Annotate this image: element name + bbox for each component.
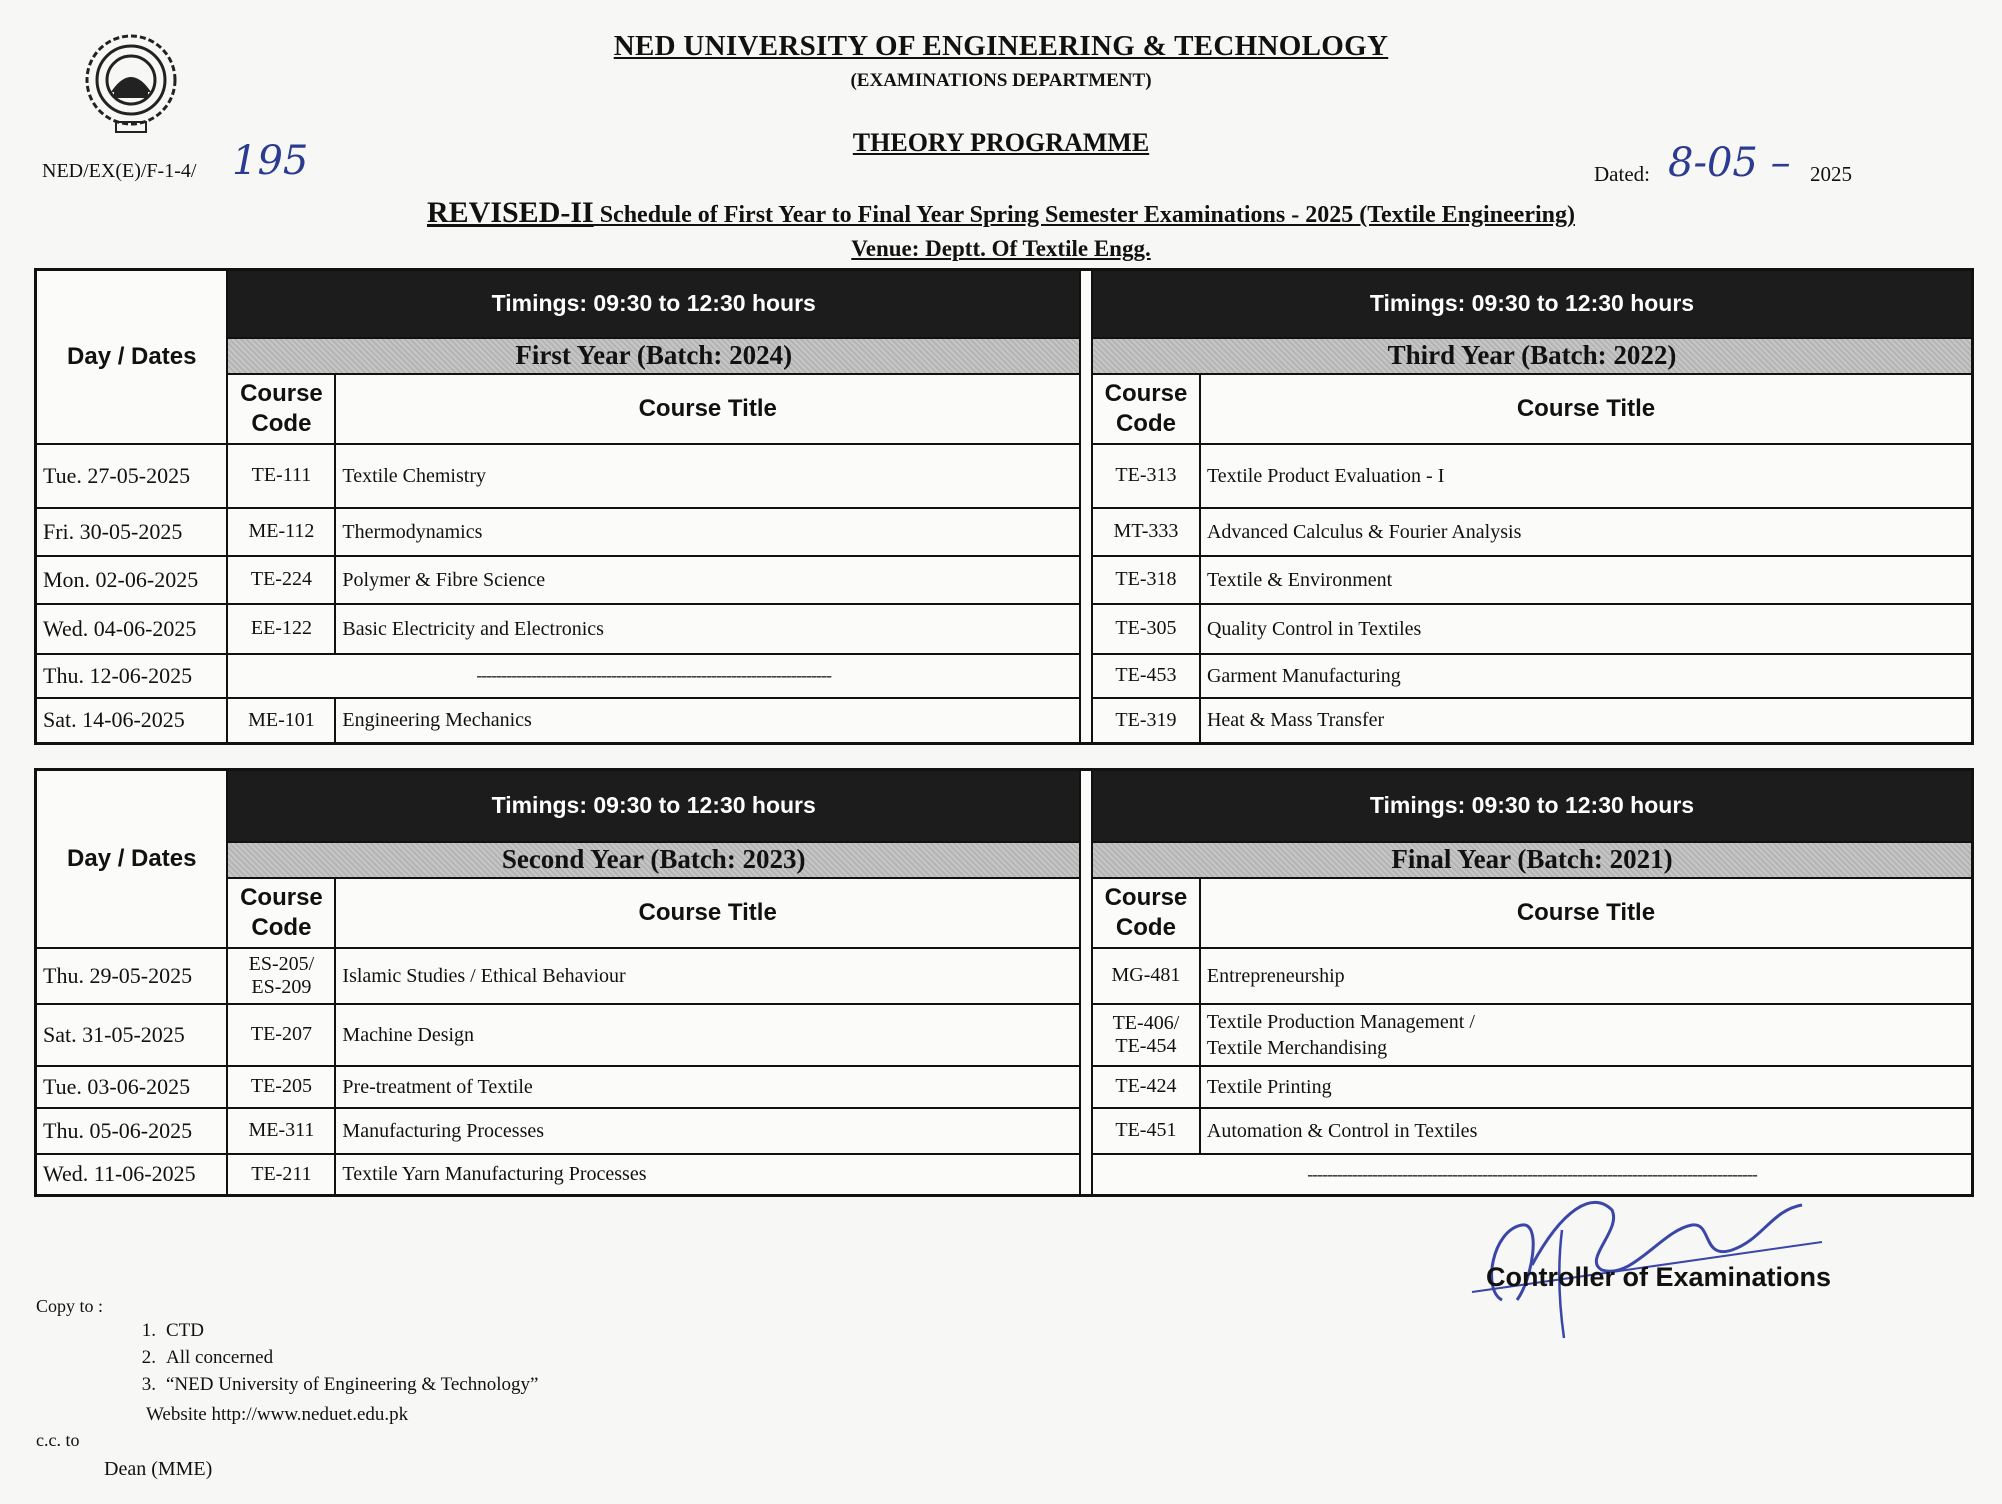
course-title: Engineering Mechanics [335, 698, 1080, 744]
course-code: TE-318 [1092, 556, 1200, 604]
day-date: Sat. 14-06-2025 [36, 698, 228, 744]
timings-header: Timings: 09:30 to 12:30 hours [227, 770, 1080, 842]
course-code: TE-111 [227, 444, 335, 508]
dated-year: 2025 [1810, 162, 1852, 186]
course-title: Machine Design [335, 1004, 1080, 1066]
course-code-header: Course Code [1092, 878, 1200, 948]
course-code-line: ES-205/ [248, 952, 315, 975]
list-item [120, 1320, 538, 1347]
copy-to-label: Copy to : [36, 1296, 104, 1316]
course-code-header: Course Code [227, 374, 335, 444]
table-row [36, 1066, 1973, 1108]
list-text: All concerned [166, 1347, 274, 1368]
course-code: ME-101 [227, 698, 335, 744]
list-number: 2. [141, 1347, 156, 1368]
cc-label: c.c. to [36, 1430, 80, 1450]
website-line: Website http://www.neduet.edu.pk [146, 1404, 409, 1425]
course-code: TE-205 [227, 1066, 335, 1108]
course-code [227, 948, 335, 1004]
course-code-line: TE-454 [1115, 1034, 1177, 1057]
course-code: TE-305 [1092, 604, 1200, 654]
table-row [36, 654, 1973, 698]
timings-header: Timings: 09:30 to 12:30 hours [1092, 270, 1973, 338]
course-code: TE-207 [227, 1004, 335, 1066]
list-number: 1. [141, 1320, 156, 1341]
day-date: Tue. 03-06-2025 [36, 1066, 228, 1108]
day-date: Fri. 30-05-2025 [36, 508, 228, 556]
list-item [120, 1374, 538, 1401]
column-gap [1080, 270, 1092, 744]
table-row [36, 1108, 1973, 1154]
year-header-third: Third Year (Batch: 2022) [1092, 338, 1973, 374]
year-header-second: Second Year (Batch: 2023) [227, 842, 1080, 878]
list-number: 3. [141, 1374, 156, 1395]
timings-header: Timings: 09:30 to 12:30 hours [227, 270, 1080, 338]
department-name: (EXAMINATIONS DEPARTMENT) [850, 70, 1152, 91]
table-row [36, 604, 1973, 654]
table-row [36, 948, 1973, 1004]
course-code: TE-424 [1092, 1066, 1200, 1108]
year-header-first: First Year (Batch: 2024) [227, 338, 1080, 374]
course-title: Textile Product Evaluation - I [1200, 444, 1973, 508]
day-date: Thu. 12-06-2025 [36, 654, 228, 698]
course-code-line: ES-209 [251, 975, 312, 998]
table-row [36, 556, 1973, 604]
day-date: Tue. 27-05-2025 [36, 444, 228, 508]
day-date: Wed. 11-06-2025 [36, 1154, 228, 1196]
course-code: EE-122 [227, 604, 335, 654]
table-row [36, 1004, 1973, 1066]
day-date: Thu. 05-06-2025 [36, 1108, 228, 1154]
course-code: TE-211 [227, 1154, 335, 1196]
course-title: Basic Electricity and Electronics [335, 604, 1080, 654]
course-title: Pre-treatment of Textile [335, 1066, 1080, 1108]
dated-handwritten: 8-05 – [1668, 140, 1791, 186]
course-title: Quality Control in Textiles [1200, 604, 1973, 654]
column-gap [1080, 770, 1092, 1196]
programme-title: THEORY PROGRAMME [852, 128, 1150, 157]
course-code: MT-333 [1092, 508, 1200, 556]
table-row [36, 698, 1973, 744]
schedule-table-bottom [34, 768, 1974, 1197]
day-date: Wed. 04-06-2025 [36, 604, 228, 654]
course-code-header: Course Code [1092, 374, 1200, 444]
table-row [36, 444, 1973, 508]
course-title: Manufacturing Processes [335, 1108, 1080, 1154]
no-exam-dash: ----------------------------------------------------------------------- [227, 654, 1080, 698]
course-title: Polymer & Fibre Science [335, 556, 1080, 604]
schedule-description: Schedule of First Year to Final Year Spring Semester Examinations - 2025 (Textile Engineering) [593, 202, 1575, 228]
course-code: TE-453 [1092, 654, 1200, 698]
course-code: TE-224 [227, 556, 335, 604]
course-title: Textile Yarn Manufacturing Processes [335, 1154, 1080, 1196]
timings-header: Timings: 09:30 to 12:30 hours [1092, 770, 1973, 842]
venue: Venue: Deptt. Of Textile Engg. [851, 236, 1151, 261]
day-date: Mon. 02-06-2025 [36, 556, 228, 604]
course-title: Textile Chemistry [335, 444, 1080, 508]
course-title-header: Course Title [1200, 374, 1973, 444]
schedule-title [0, 196, 2002, 230]
course-code: MG-481 [1092, 948, 1200, 1004]
copy-to-list [120, 1320, 538, 1401]
course-title: Thermodynamics [335, 508, 1080, 556]
day-dates-header: Day / Dates [36, 770, 228, 948]
table-row [36, 508, 1973, 556]
list-text: “NED University of Engineering & Technology” [166, 1374, 539, 1395]
course-title: Islamic Studies / Ethical Behaviour [335, 948, 1080, 1004]
list-text: CTD [166, 1320, 204, 1341]
day-dates-header: Day / Dates [36, 270, 228, 444]
day-date: Sat. 31-05-2025 [36, 1004, 228, 1066]
year-header-final: Final Year (Batch: 2021) [1092, 842, 1973, 878]
course-title: Garment Manufacturing [1200, 654, 1973, 698]
controller-of-examinations: Controller of Examinations [1486, 1262, 1832, 1292]
course-code: TE-313 [1092, 444, 1200, 508]
reference-number: NED/EX(E)/F-1-4/ [42, 160, 197, 182]
course-title: Textile Printing [1200, 1066, 1973, 1108]
course-title-header: Course Title [335, 878, 1080, 948]
course-title: Heat & Mass Transfer [1200, 698, 1973, 744]
course-title: Entrepreneurship [1200, 948, 1973, 1004]
course-code [1092, 1004, 1200, 1066]
course-code: TE-451 [1092, 1108, 1200, 1154]
course-title: Automation & Control in Textiles [1200, 1108, 1973, 1154]
no-exam-dash: ------------------------------------------------------------------------------------------ [1092, 1154, 1973, 1196]
course-title [1200, 1004, 1973, 1066]
schedule-table-top [34, 268, 1974, 745]
course-code-line: TE-406/ [1112, 1011, 1180, 1034]
university-title: NED UNIVERSITY OF ENGINEERING & TECHNOLOGY [613, 30, 1389, 62]
course-title-header: Course Title [335, 374, 1080, 444]
course-code-header: Course Code [227, 878, 335, 948]
course-title-header: Course Title [1200, 878, 1973, 948]
course-code: ME-311 [227, 1108, 335, 1154]
signature [1462, 1170, 1822, 1340]
cc-item: Dean (MME) [104, 1458, 213, 1480]
schedule-revision: REVISED-II [426, 196, 594, 229]
course-code: ME-112 [227, 508, 335, 556]
reference-handwritten: 195 [232, 138, 309, 184]
day-date: Thu. 29-05-2025 [36, 948, 228, 1004]
course-title: Textile & Environment [1200, 556, 1973, 604]
course-code: TE-319 [1092, 698, 1200, 744]
list-item [120, 1347, 538, 1374]
course-title-line: Textile Production Management / [1206, 1010, 1475, 1033]
course-title: Advanced Calculus & Fourier Analysis [1200, 508, 1973, 556]
dated-label: Dated: [1594, 162, 1650, 186]
course-title-line: Textile Merchandising [1206, 1036, 1388, 1059]
